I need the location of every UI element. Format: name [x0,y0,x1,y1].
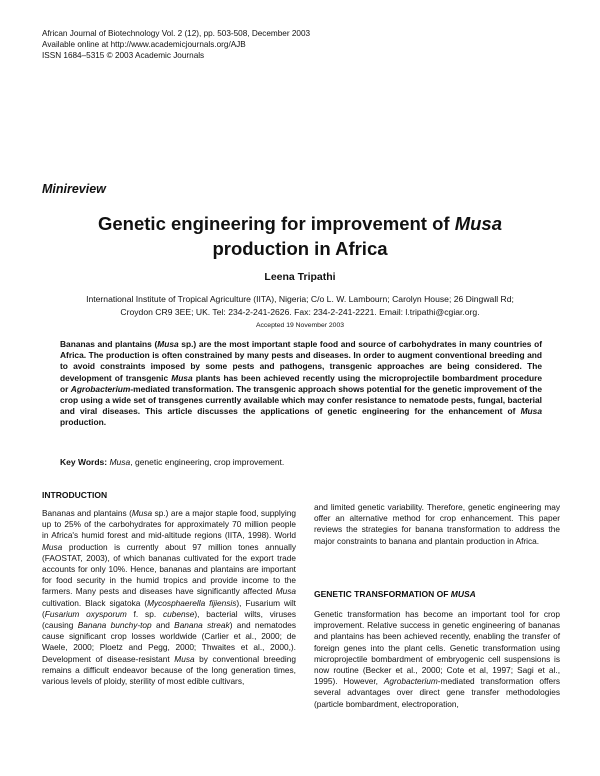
gt-italic: Agrobacterium [383,676,438,687]
intro-italic: Musa [275,586,296,597]
intro-text: ), bacterial wilts, viruses (causing [42,608,297,631]
intro-italic: Musa [174,653,195,664]
abstract-text: Bananas and plantains ( [60,339,158,349]
section-heading-genetic-transformation [314,589,476,599]
introduction-column-2: and limited genetic variability. Therefore, genetic engineering may offer an alternative method for crop enhancement. This paper reviews the strategies for banana transformation to address the major constraints to banana and plantain production in Africa. [314,502,560,546]
abstract-text: production. [60,417,107,428]
intro-text: Bananas and plantains ( [42,508,132,518]
keyword-italic: Musa [109,457,131,467]
abstract-italic: Musa [171,372,193,383]
intro-text: and [151,620,175,631]
intro-italic: Musa [131,508,153,518]
abstract-italic: Musa [157,339,179,349]
keywords [60,457,284,467]
intro-italic: Musa [42,541,63,552]
abstract-text: -mediated transformation. The transgenic approach shows potential for the genetic improvement of the crop using a wide set of transgenes currently available which may confer resistance to nematode pests, fungal, bacterial and viral diseases. This article discusses the applications of genetic engineering for the enhancement of [60,383,542,417]
affiliation [44,293,556,319]
section-heading-introduction: INTRODUCTION [42,490,108,500]
abstract-italic: Agrobacterium [70,383,131,394]
abstract-italic: Musa [520,406,542,417]
affiliation-line2: Croydon CR9 3EE; UK. Tel: 234-2-241-2626. Fax: 234-2-241-2221. Email: l.tripathi@cgiar.org. [120,307,480,317]
intro-text: sp.) are a major staple food, supplying up to 25% of the carbohydrates for approximately 70 million people in Africa's humid forest and mid-altitude regions (IITA, 1998). World [42,508,296,541]
accepted-date: Accepted 19 November 2003 [255,322,345,329]
intro-italic: Fusarium oxysporum [44,608,127,619]
abstract-text: plants has been achieved recently using the microprojectile bombardment procedure or [60,372,542,394]
abstract [60,339,542,429]
affiliation-line1: International Institute of Tropical Agriculture (IITA), Nigeria; C/o L. W. Lambourn; Carolyn House; 26 Dingwall Rd; [86,294,514,304]
genetic-transformation-text [314,609,560,710]
intro-text: production is currently about 97 million tones annually (FAOSTAT, 2003), of which bananas cultivated for the export trade accounts for only 10%. Hence, bananas and plantains are important for food security in the humid tropics and provide income to the farmers. Many pests and diseases have significantly affected [42,541,296,597]
journal-url: Available online at http://www.academicjournals.org/AJB [42,40,246,49]
article-type: Minireview [42,182,106,196]
intro-text: ) and nematodes cause significant crop losses worldwide (Carlier et al., 2000; de Waele, 2000; Ploetz and Pegg, 2000; Thwaites et al., 2000,). Development of disease-resistant [42,620,296,664]
journal-issn: ISSN 1684–5315 © 2003 Academic Journals [42,51,205,60]
intro-text: ), Fusarium wilt ( [42,597,296,619]
abstract-text: sp.) are the most important staple food and source of carbohydrates in many countries of Africa. The production is often constrained by many pests and diseases. In order to augment conventional breeding and to avoid constraints imposed by some pests and pathogens, transgenic approaches are being considered. The development of transgenic [60,339,542,383]
intro-italic: Mycosphaerella fijiensis [147,597,237,608]
gt-heading-text: GENETIC TRANSFORMATION OF [314,589,451,599]
intro-text: f. sp. [126,608,163,619]
intro-italic: Banana streak [174,620,230,631]
keywords-label: Key Words: [60,457,108,467]
intro-text: by conventional breeding remains a difficult endeavor because of the long generation times, various levels of ploidy, sterility of most edible cultivars, [42,653,296,687]
article-title [50,211,550,261]
keywords-rest: , genetic engineering, crop improvement. [130,457,285,467]
intro-italic: cubense [162,608,195,619]
intro-italic: Banana bunchy-top [77,620,152,631]
intro-text: cultivation. Black sigatoka ( [42,597,148,608]
title-italic: Musa [454,213,502,234]
journal-citation: African Journal of Biotechnology Vol. 2 (12), pp. 503-508, December 2003 [42,29,311,38]
gt-text: Genetic transformation has become an important tool for crop improvement. Relative success in genetic engineering of bananas and plantains has been achieved recently, enabling the transfer of foreign genes into the plant cells. Genetic transformation using microprojectile bombardment of embryogenic cell suspensions is now routine (Becker et al., 2000; Cote et al, 1997; Sagi et al., 1995). However, [314,609,560,687]
gt-heading-italic: MUSA [450,589,476,599]
introduction-column-1 [42,508,296,687]
title-part1: Genetic engineering for improvement of [98,213,455,234]
author-name: Leena Tripathi [264,271,336,283]
gt-text: -mediated transformation offers several advantages over direct gene transfer methodologies (particle bombardment, electroporation, [314,676,560,709]
journal-header [42,28,310,61]
title-part2: production in Africa [212,238,388,259]
